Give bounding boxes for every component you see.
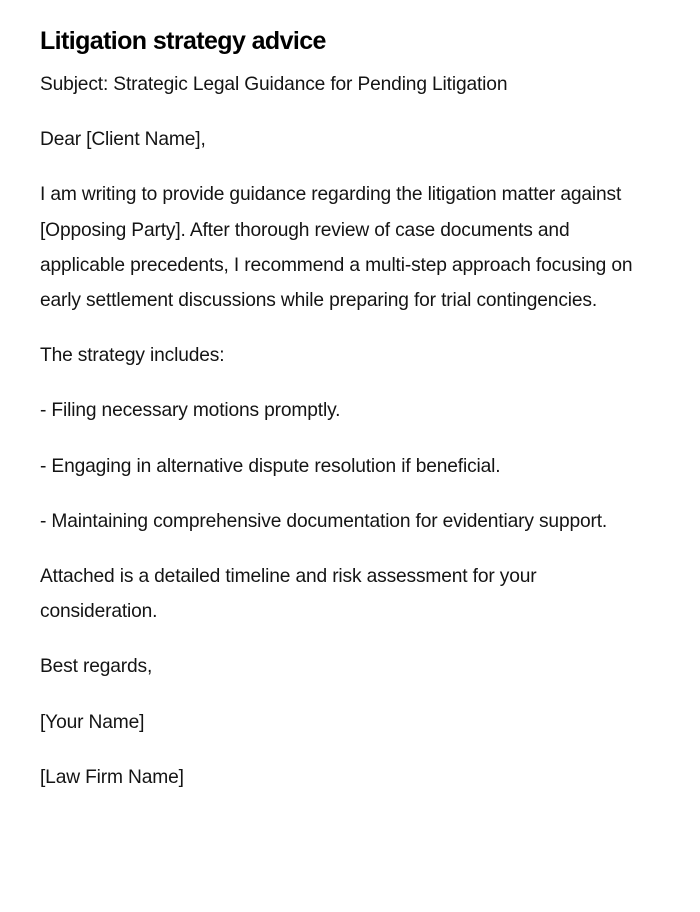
subject-line: Subject: Strategic Legal Guidance for Pending Litigation — [40, 74, 508, 95]
closing: Best regards, — [40, 656, 153, 678]
strategy-item: - Maintaining comprehensive documentation for evidentiary support. — [40, 510, 608, 532]
document-title: Litigation strategy advice — [40, 27, 326, 55]
strategy-item: - Engaging in alternative dispute resolution if beneficial. — [40, 455, 501, 477]
letter-document — [40, 24, 650, 815]
signature-firm: [Law Firm Name] — [40, 766, 184, 788]
signature-name: [Your Name] — [40, 711, 145, 733]
intro-paragraph: I am writing to provide guidance regarding the litigation matter against [Opposing Party]. After thorough review of case documents and applicable precedents, I recommend a multi-step approach focusing on early settlement discussions while preparing for trial contingencies. — [40, 184, 633, 312]
strategy-intro: The strategy includes: — [40, 345, 225, 367]
attachment-note: Attached is a detailed timeline and risk assessment for your consideration. — [40, 566, 537, 623]
salutation: Dear [Client Name], — [40, 129, 206, 151]
strategy-item: - Filing necessary motions promptly. — [40, 400, 341, 422]
